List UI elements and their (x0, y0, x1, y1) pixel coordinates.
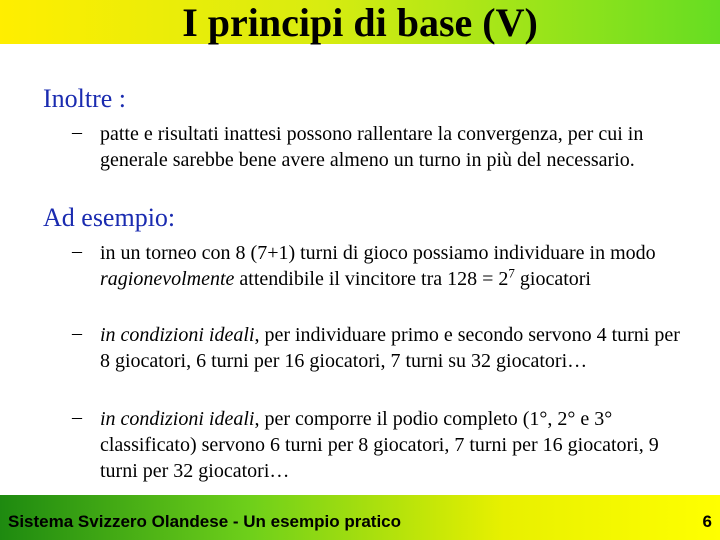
bullet-dash: – (72, 121, 82, 143)
text-span: in un torneo con 8 (7+1) turni di gioco possiamo individuare in modo (100, 242, 656, 264)
bullet-text-primo-secondo (100, 322, 680, 374)
bullet-dash: – (72, 240, 82, 262)
text-span: attendibile il vincitore tra 128 = 2 (234, 268, 509, 290)
text-span: giocatori (514, 268, 591, 290)
slide-title: I principi di base (V) (182, 0, 538, 45)
footer-title: Sistema Svizzero Olandese - Un esempio pratico (8, 512, 402, 531)
page-number: 6 (702, 512, 712, 531)
emphasis-text: ragionevolmente (100, 268, 235, 290)
section-heading-inoltre: Inoltre : (43, 84, 127, 113)
bullet-dash: – (72, 322, 82, 344)
emphasis-text: in condizioni ideali (100, 324, 255, 346)
bullet-dash: – (72, 406, 82, 428)
section-heading-esempio: Ad esempio: (43, 203, 176, 232)
emphasis-text: in condizioni ideali (100, 408, 255, 430)
bullet-text-podio (100, 406, 680, 484)
bullet-text-torneo (100, 240, 680, 292)
bullet-text: patte e risultati inattesi possono rallentare la convergenza, per cui in generale sarebbe bene avere almeno un turno in più del necessario. (100, 123, 644, 171)
superscript: 7 (508, 265, 515, 281)
text-span: , per individuare primo e secondo servono 4 turni per 8 giocatori, 6 turni per 16 giocatori, 7 turni su 32 giocatori… (100, 324, 680, 372)
text-span: , per comporre il podio completo (1°, 2° e 3° classificato) servono 6 turni per 8 giocatori, 7 turni per 16 giocatori, 9 turni per 32 giocatori… (100, 408, 659, 482)
